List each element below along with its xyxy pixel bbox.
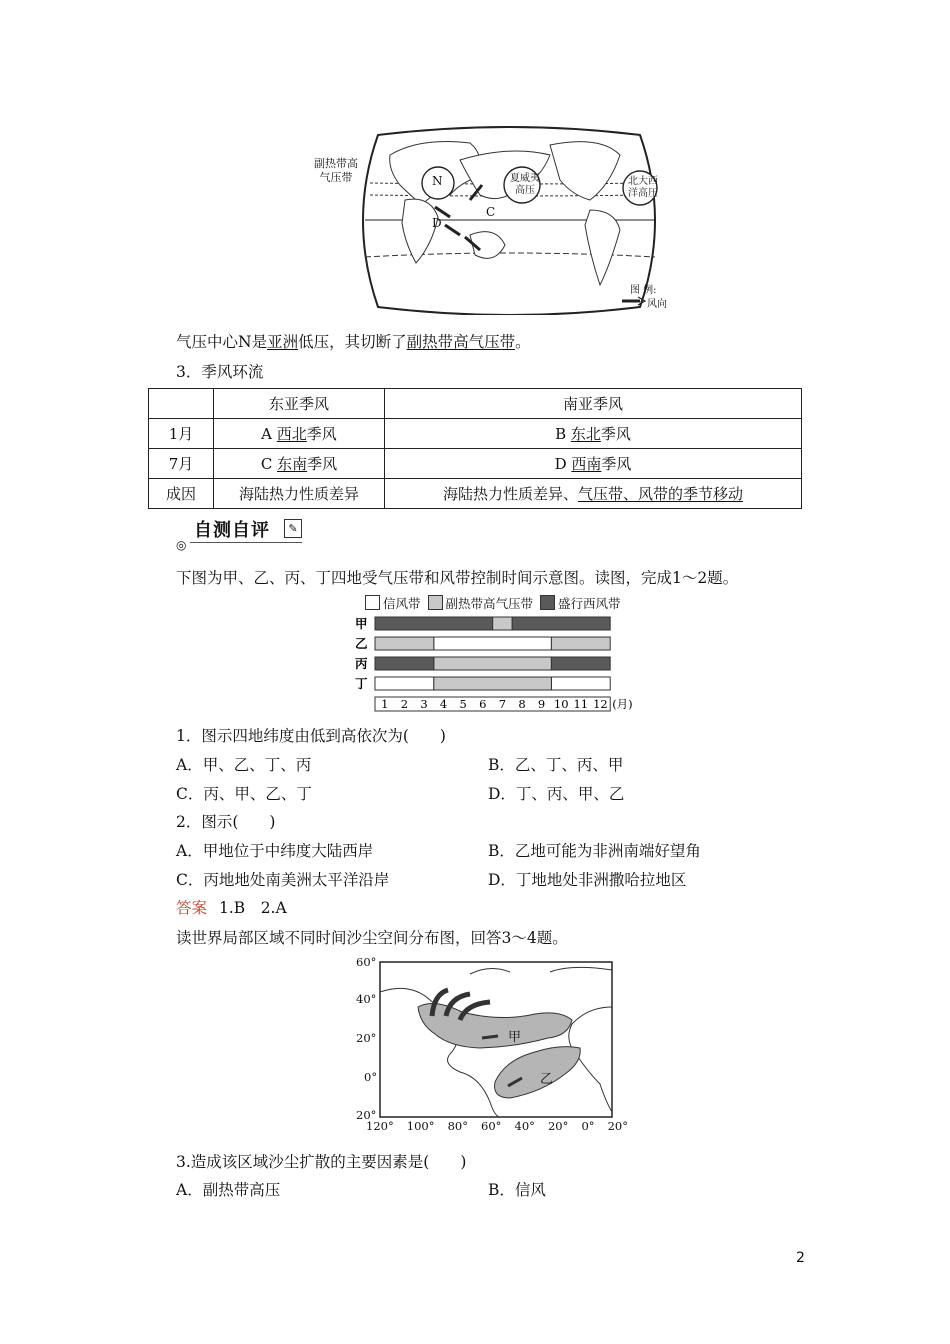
row-label-乙: 乙 <box>355 636 368 651</box>
lon-label: 0° <box>581 1119 595 1133</box>
lon-label: 20° <box>547 1119 569 1133</box>
east-asia-cause: 海陆热力性质差异 <box>214 479 385 509</box>
month-unit-label: (月) <box>612 697 633 711</box>
lat-label: 20° <box>356 1108 377 1122</box>
month-tick-label: 5 <box>459 697 467 711</box>
lon-label: 100° <box>406 1119 435 1133</box>
label-N: N <box>432 174 443 188</box>
table-header-south-asia: 南亚季风 <box>385 389 802 419</box>
lat-label: 20° <box>356 1031 377 1045</box>
map-legend-item: 风向 <box>647 299 667 310</box>
q2-option-b: B．乙地可能为非洲南端好望角 <box>488 842 701 860</box>
month-tick-label: 4 <box>439 697 448 711</box>
q1-option-b: B．乙、丁、丙、甲 <box>488 756 624 774</box>
row-label-丙: 丙 <box>355 656 368 671</box>
subtropical-label: 副热带高 气压带 <box>314 157 358 184</box>
month-tick-label: 1 <box>381 697 389 711</box>
row-label-甲: 甲 <box>355 616 368 631</box>
belt-chart <box>355 592 645 714</box>
month-tick-label: 11 <box>573 697 589 711</box>
lon-label: 60° <box>481 1119 502 1133</box>
south-asia-cause: 海陆热力性质差异、气压带、风带的季节移动 <box>385 479 802 509</box>
intro-2: 读世界局部区域不同时间沙尘空间分布图，回答3～4题。 <box>176 929 568 947</box>
monsoon-table <box>148 388 802 509</box>
lat-label: 0° <box>364 1070 378 1084</box>
header-underline <box>190 542 302 543</box>
q1-option-a: A．甲、乙、丁、丙 <box>176 756 312 774</box>
q2-option-c: C．丙地地处南美洲太平洋沿岸 <box>176 871 390 889</box>
lat-label: 40° <box>356 992 377 1006</box>
q2-option-d: D．丁地地处非洲撒哈拉地区 <box>488 871 687 889</box>
q3-option-b: B．信风 <box>488 1181 546 1199</box>
q1-option-d: D．丁、丙、甲、乙 <box>488 785 625 803</box>
table-row <box>149 449 802 479</box>
month-tick-label: 12 <box>593 697 608 711</box>
region-yi-label: 乙 <box>540 1072 554 1087</box>
east-asia-cell: C 东南季风 <box>214 449 385 479</box>
row-label: 1月 <box>149 419 214 449</box>
world-map-figure <box>310 125 670 315</box>
month-tick-label: 3 <box>420 697 428 711</box>
east-asia-cell: A 西北季风 <box>214 419 385 449</box>
section3-title: 3．季风环流 <box>176 363 264 381</box>
answer-label: 答案 <box>176 899 208 917</box>
intro-1: 下图为甲、乙、丙、丁四地受气压带和风带控制时间示意图。读图，完成1～2题。 <box>176 569 739 587</box>
map-legend-title: 图 例: <box>630 285 657 296</box>
belt-segment <box>375 657 434 670</box>
month-tick-label: 2 <box>400 697 409 711</box>
self-test-title: 自测自评 <box>194 520 270 541</box>
answer-text: 1.B 2.A <box>219 899 287 917</box>
dust-map-figure <box>350 952 630 1137</box>
lon-label: 20° <box>607 1119 628 1133</box>
world-map-svg <box>310 125 670 315</box>
table-row <box>149 479 802 509</box>
page-number: 2 <box>796 1250 805 1266</box>
belt-segment <box>375 677 434 690</box>
belt-segment <box>434 677 552 690</box>
row-label-丁: 丁 <box>355 676 368 691</box>
region-jia-label: 甲 <box>508 1030 522 1045</box>
belt-segment <box>375 637 434 650</box>
belt-chart-svg <box>355 592 645 714</box>
north-atlantic-high-label: 北大西 洋高压 <box>628 176 658 199</box>
belt-segment <box>375 617 493 630</box>
legend-trade-wind: 信风带 <box>365 596 421 611</box>
target-icon: ◎ <box>176 538 187 552</box>
q3-option-a: A．副热带高压 <box>176 1181 281 1199</box>
q2-option-a: A．甲地位于中纬度大陆西岸 <box>176 842 374 860</box>
belt-segment <box>493 617 513 630</box>
lat-label: 60° <box>356 955 377 969</box>
table-header-east-asia: 东亚季风 <box>214 389 385 419</box>
belt-segment <box>434 657 552 670</box>
legend-subtropical-high: 副热带高气压带 <box>428 596 534 611</box>
legend-westerlies: 盛行西风带 <box>540 596 621 611</box>
dust-map-svg <box>350 952 630 1137</box>
q1-stem: 1．图示四地纬度由低到高依次为( ) <box>176 727 446 745</box>
lon-label: 80° <box>447 1119 468 1133</box>
answer-line <box>176 896 287 918</box>
hawaii-high-label: 夏威夷 高压 <box>510 173 540 196</box>
belt-segment <box>512 617 610 630</box>
table-header-row <box>149 389 802 419</box>
lon-label: 40° <box>514 1119 535 1133</box>
pressure-note: 气压中心N是亚洲低压，其切断了副热带高气压带。 <box>176 333 531 351</box>
pencil-icon: ✎ <box>284 519 302 538</box>
q2-stem: 2．图示( ) <box>176 813 276 831</box>
q3-stem: 3.造成该区域沙尘扩散的主要因素是( ) <box>176 1153 467 1171</box>
belt-segment <box>434 637 552 650</box>
label-C: C <box>486 205 496 219</box>
month-tick-label: 6 <box>479 697 487 711</box>
q1-option-c: C．丙、甲、乙、丁 <box>176 785 312 803</box>
belt-segment <box>551 657 610 670</box>
lon-labels <box>366 1119 628 1133</box>
month-tick-label: 7 <box>498 697 507 711</box>
label-D: D <box>432 216 442 230</box>
row-label: 成因 <box>149 479 214 509</box>
south-asia-cell: B 东北季风 <box>385 419 802 449</box>
south-asia-cell: D 西南季风 <box>385 449 802 479</box>
self-test-header <box>176 514 306 550</box>
lon-label: 120° <box>366 1119 394 1133</box>
row-label: 7月 <box>149 449 214 479</box>
month-tick-label: 8 <box>518 697 526 711</box>
table-row <box>149 419 802 449</box>
month-tick-label: 10 <box>553 697 569 711</box>
month-tick-label: 9 <box>537 697 546 711</box>
belt-segment <box>551 677 610 690</box>
belt-segment <box>551 637 610 650</box>
table-header-empty <box>149 389 214 419</box>
